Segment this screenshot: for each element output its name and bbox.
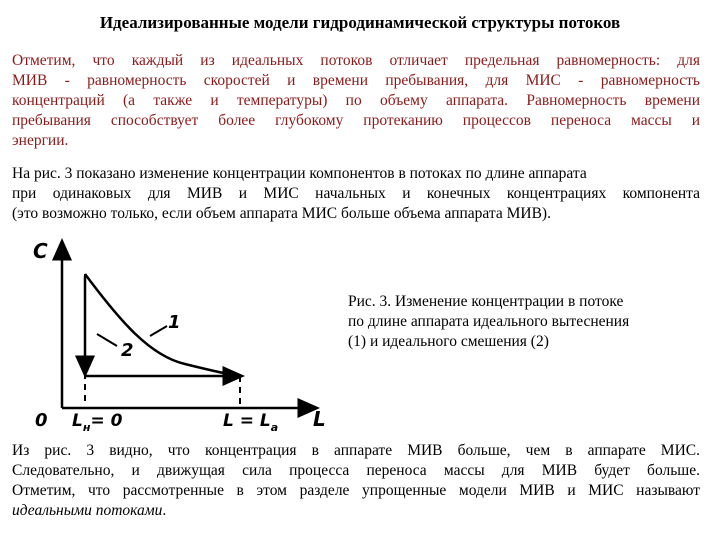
text-line: концентраций (а также и температуры) по объему аппарата. Равномерность времени [12, 92, 700, 109]
page-title: Идеализированные модели гидродинамической структуры потоков [99, 13, 621, 32]
curve-ideal-displacement [85, 274, 240, 376]
start-length-label [72, 411, 123, 434]
text-line: Отметим, что рассмотренные в этом разделе упрощенные модели МИВ и МИС называют [12, 482, 700, 499]
start-length-symbol: L [72, 411, 83, 431]
sentence-period: . [162, 502, 167, 519]
curve1-label: 1 [168, 312, 181, 333]
caption-line: (1) и идеального смешения (2) [348, 333, 549, 350]
text-line: энергии. [12, 132, 69, 149]
curve1-leader [150, 326, 167, 336]
ideal-flows-term: идеальными потоками [12, 502, 163, 519]
y-axis-label: C [33, 239, 48, 263]
x-axis-label: L [313, 407, 326, 431]
paragraph-uniformity [12, 51, 700, 151]
caption-line: по длине аппарата идеального вытеснения [348, 313, 630, 330]
concentration-figure [25, 236, 345, 434]
concentration-diagram [25, 236, 345, 434]
end-length-symbol: L = L [223, 411, 271, 431]
start-length-subscript: н [82, 421, 91, 434]
paragraph-figure-intro [12, 164, 700, 224]
curve2-label: 2 [121, 340, 134, 361]
figure-caption [348, 292, 688, 352]
text-line: МИВ - равномерность скоростей и времени пребывания, для МИС - равномерность [12, 72, 700, 89]
text-line: Следовательно, и движущая сила процесса переноса массы для МИВ будет больше. [12, 462, 700, 479]
text-line: пребывания способствует более глубокому протеканию процессов переноса массы и [12, 112, 700, 129]
text-line: Из рис. 3 видно, что концентрация в аппарате МИВ больше, чем в аппарате МИС. [12, 442, 700, 459]
caption-line: Рис. 3. Изменение концентрации в потоке [348, 293, 624, 310]
text-line: Отметим, что каждый из идеальных потоков отличает предельная равномерность: для [12, 52, 700, 69]
text-line: (это возможно только, если объем аппарата МИС больше объема аппарата МИВ). [12, 205, 551, 222]
end-length-subscript: а [270, 421, 279, 434]
text-line: при одинаковых для МИВ и МИС начальных и конечных концентрациях компонента [12, 185, 700, 202]
paragraph-conclusion [12, 441, 700, 521]
text-line: На рис. 3 показано изменение концентрации компонентов в потоках по длине аппарата [12, 165, 587, 182]
end-length-label [223, 411, 278, 434]
text-line [12, 501, 700, 521]
start-length-value: = 0 [90, 411, 123, 431]
origin-label: 0 [35, 410, 48, 431]
curve2-leader [97, 334, 117, 346]
